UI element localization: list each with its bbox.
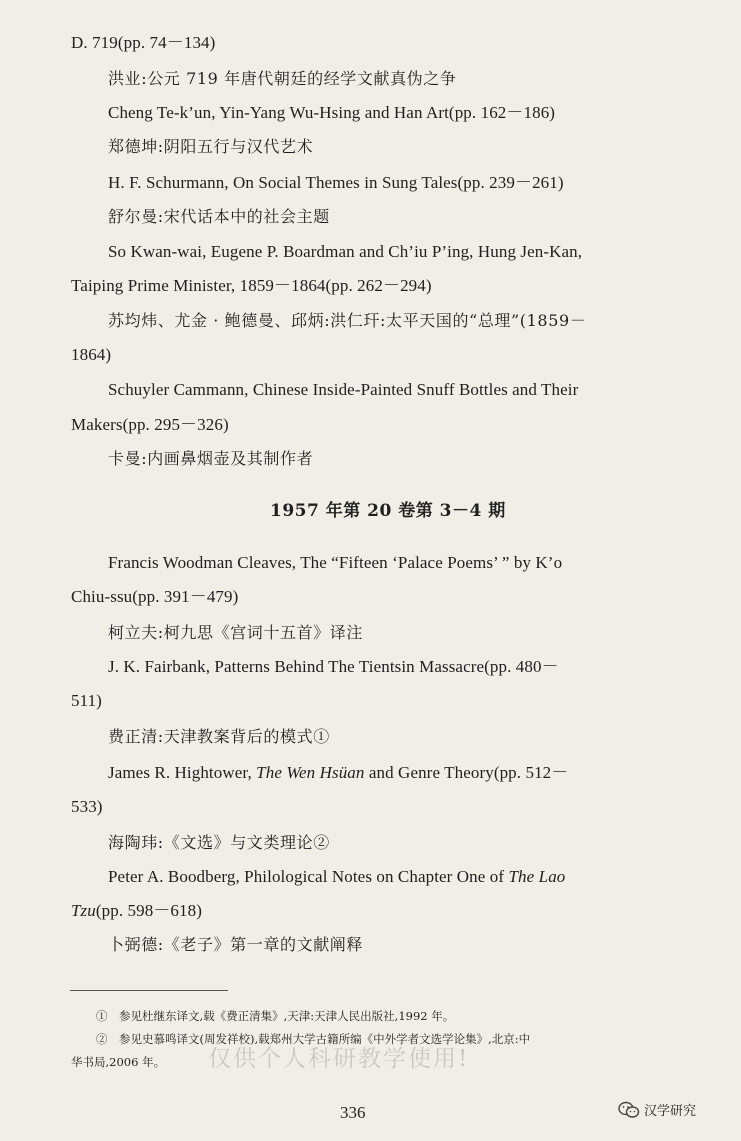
entry-line: D. 719(pp. 74－134)	[71, 33, 216, 52]
entry-translation: 洪业:公元 719 年唐代朝廷的经学文献真伪之争	[108, 69, 457, 88]
footnote-1: ① 参见杜继东译文,载《费正清集》,天津:天津人民出版社,1992 年。	[96, 1009, 455, 1023]
watermark-label: 汉学研究	[644, 1104, 697, 1119]
entry-translation: 卡曼:内画鼻烟壶及其制作者	[108, 449, 314, 468]
entry-line: H. F. Schurmann, On Social Themes in Sung Tales(pp. 239－261)	[108, 173, 564, 192]
watermark-text: 仅供个人科研教学使用!	[208, 1046, 470, 1072]
issue-heading: 1957 年第 20 卷第 3－4 期	[270, 501, 506, 521]
entry-line: Makers(pp. 295－326)	[71, 415, 229, 434]
entry-line: 1864)	[71, 345, 112, 364]
entry-line: J. K. Fairbank, Patterns Behind The Tientsin Massacre(pp. 480－	[108, 657, 559, 676]
entry-line: Taiping Prime Minister, 1859－1864(pp. 262－294)	[71, 276, 432, 295]
entry-line: Schuyler Cammann, Chinese Inside-Painted Snuff Bottles and Their	[108, 380, 579, 399]
entry-italic-title: Tzu	[71, 901, 96, 920]
entry-line: Chiu-ssu(pp. 391－479)	[71, 587, 239, 606]
entry-line: Francis Woodman Cleaves, The “Fifteen ‘Palace Poems’ ” by K’o	[108, 553, 563, 572]
entry-title-rest: and Genre Theory(pp. 512－	[364, 763, 569, 782]
wechat-icon	[618, 1101, 640, 1119]
entry-italic-title: The Wen Hsüan	[256, 763, 365, 782]
entry-translation: 柯立夫:柯九思《宫词十五首》译注	[108, 623, 363, 642]
entry-line	[108, 866, 565, 888]
entry-line: Cheng Te-k’un, Yin-Yang Wu-Hsing and Han Art(pp. 162－186)	[108, 103, 556, 122]
footnote-divider	[70, 990, 228, 991]
page-number: 336	[340, 1103, 366, 1122]
entry-author: Peter A. Boodberg, Philological Notes on Chapter One of	[108, 867, 509, 886]
entry-translation: 海陶玮:《文选》与文类理论②	[108, 833, 330, 852]
entry-translation: 卜弼德:《老子》第一章的文献阐释	[108, 935, 363, 954]
entry-line	[108, 762, 568, 784]
entry-pages: (pp. 598－618)	[95, 901, 202, 920]
entry-translation: 苏均炜、尤金 · 鲍德曼、邱炳:洪仁玕:太平天国的“总理”(1859－	[108, 311, 587, 330]
entry-translation: 舒尔曼:宋代话本中的社会主题	[108, 207, 330, 226]
entry-line	[71, 900, 202, 922]
entry-line: 533)	[71, 797, 103, 816]
footnote-2-continued: 华书局,2006 年。	[71, 1055, 166, 1069]
footnote-2: ② 参见史慕鸣译文(周发祥校),载郑州大学古籍所编《中外学者文选学论集》,北京:中	[96, 1032, 531, 1046]
entry-line: 511)	[71, 691, 102, 710]
entry-italic-title: The Lao	[508, 867, 566, 886]
entry-author: James R. Hightower,	[108, 763, 257, 782]
entry-translation: 费正清:天津教案背后的模式①	[108, 727, 330, 746]
corner-watermark	[618, 1100, 696, 1119]
entry-line: So Kwan-wai, Eugene P. Boardman and Ch’iu P’ing, Hung Jen-Kan,	[108, 242, 583, 261]
entry-translation: 郑德坤:阴阳五行与汉代艺术	[108, 137, 314, 156]
